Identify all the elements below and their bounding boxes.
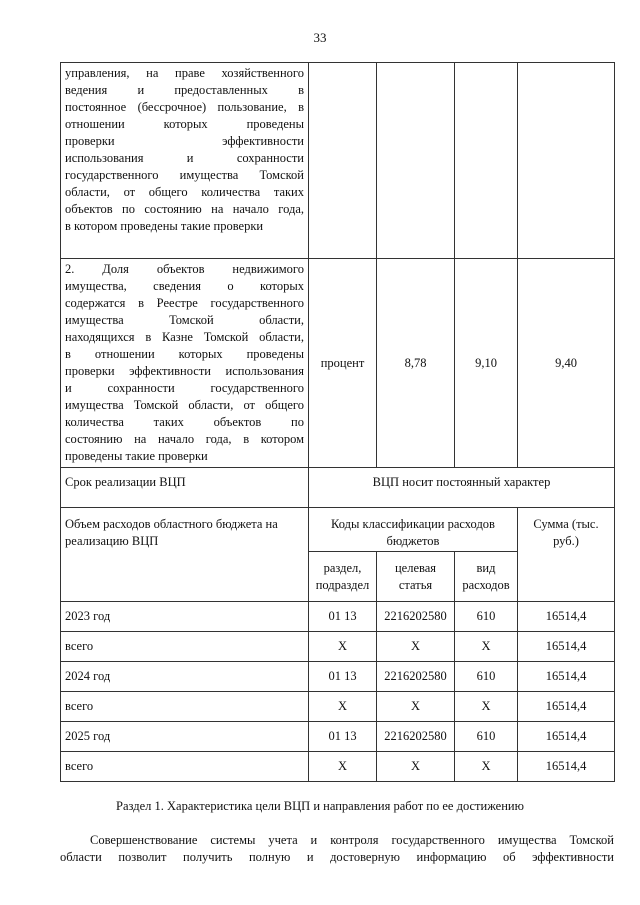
budget-row-kind: 610 [455, 722, 518, 752]
indicator-line: проверки эффективности [65, 134, 304, 148]
budget-row-kind: X [455, 692, 518, 722]
budget-row-kind: X [455, 632, 518, 662]
value-cell-2024 [455, 63, 518, 259]
kind-header: вид расходов [455, 552, 518, 602]
indicator-line: проверки эффективности использования [65, 364, 304, 378]
indicator-line: и сохранности государственного [65, 381, 304, 395]
indicator-line: имущества Томской области, от общего [65, 398, 304, 412]
budget-row-section: 01 13 [309, 602, 377, 632]
term-value: ВЦП носит постоянный характер [309, 468, 615, 508]
indicator-cell [61, 259, 309, 468]
budget-row-label: 2024 год [61, 662, 309, 692]
budget-row [61, 632, 615, 662]
budget-label: Объем расходов областного бюджета на реализацию ВЦП [61, 508, 309, 602]
value-cell-2023: 8,78 [377, 259, 455, 468]
indicator-line: состоянию на начало года, в котором [65, 432, 304, 446]
unit-cell [309, 63, 377, 259]
indicator-line: области, от общего количества таких [65, 185, 304, 199]
paragraph-line: Совершенствование системы учета и контроля государственного имущества Томской [90, 833, 614, 847]
budget-row [61, 662, 615, 692]
indicator-line: проведены такие проверки [65, 449, 208, 463]
budget-row-sum: 16514,4 [518, 662, 615, 692]
indicator-line: имущества Томской области, [65, 313, 304, 327]
budget-row-target: X [377, 692, 455, 722]
value-cell-2023 [377, 63, 455, 259]
budget-row [61, 602, 615, 632]
body-paragraph [60, 832, 614, 866]
unit-cell: процент [309, 259, 377, 468]
budget-row-sum: 16514,4 [518, 602, 615, 632]
indicator-row-2 [61, 259, 615, 468]
indicator-text [65, 261, 304, 465]
budget-row-target: X [377, 632, 455, 662]
indicator-cell [61, 63, 309, 259]
budget-row [61, 752, 615, 782]
indicator-line: ведения и предоставленных в [65, 83, 304, 97]
budget-row [61, 722, 615, 752]
indicator-line: объектов по состоянию на начало года, [65, 202, 304, 216]
budget-row-target: 2216202580 [377, 722, 455, 752]
budget-row-kind: 610 [455, 662, 518, 692]
budget-row [61, 692, 615, 722]
budget-header-row [61, 508, 615, 552]
value-cell-2025: 9,40 [518, 259, 615, 468]
term-label: Срок реализации ВЦП [61, 468, 309, 508]
page-number: 33 [313, 30, 327, 45]
budget-row-sum: 16514,4 [518, 632, 615, 662]
budget-row-label: 2025 год [61, 722, 309, 752]
value-cell-2024: 9,10 [455, 259, 518, 468]
budget-row-kind: X [455, 752, 518, 782]
budget-row-section: X [309, 632, 377, 662]
indicator-line: использования и сохранности [65, 151, 304, 165]
budget-row-sum: 16514,4 [518, 692, 615, 722]
budget-row-target: 2216202580 [377, 662, 455, 692]
budget-row-section: X [309, 752, 377, 782]
indicator-text [65, 65, 304, 235]
section-header: раздел, подраздел [309, 552, 377, 602]
indicator-line: постоянное (бессрочное) пользование, в [65, 100, 304, 114]
target-header: целевая статья [377, 552, 455, 602]
budget-row-label: всего [61, 752, 309, 782]
indicator-row-1 [61, 63, 615, 259]
paragraph-line: области позволит получить полную и достоверную информацию об эффективности [60, 850, 614, 864]
budget-row-target: 2216202580 [377, 602, 455, 632]
budget-row-section: 01 13 [309, 662, 377, 692]
budget-row-section: 01 13 [309, 722, 377, 752]
budget-row-section: X [309, 692, 377, 722]
indicator-line: в котором проведены такие проверки [65, 219, 264, 233]
value-cell-2025 [518, 63, 615, 259]
indicator-line: имущества, сведения о которых [65, 279, 304, 293]
indicator-line: управления, на праве хозяйственного [65, 66, 304, 80]
section-heading: Раздел 1. Характеристика цели ВЦП и направления работ по ее достижению [116, 799, 524, 813]
indicator-line: государственного имущества Томской [65, 168, 304, 182]
indicator-line: в отношении которых проведены [65, 347, 304, 361]
indicator-line: находящихся в Казне Томской области, [65, 330, 304, 344]
indicator-line: содержатся в Реестре государственного [65, 296, 304, 310]
budget-row-sum: 16514,4 [518, 752, 615, 782]
indicator-line: 2. Доля объектов недвижимого [65, 262, 304, 276]
term-row [61, 468, 615, 508]
budget-row-label: всего [61, 632, 309, 662]
budget-row-label: 2023 год [61, 602, 309, 632]
budget-row-label: всего [61, 692, 309, 722]
codes-header: Коды классификации расходов бюджетов [309, 508, 518, 552]
budget-row-kind: 610 [455, 602, 518, 632]
indicator-line: отношении которых проведены [65, 117, 304, 131]
indicator-line: количества таких объектов по [65, 415, 304, 429]
budget-row-target: X [377, 752, 455, 782]
budget-row-sum: 16514,4 [518, 722, 615, 752]
program-table [60, 62, 615, 782]
sum-header: Сумма (тыс. руб.) [518, 508, 615, 602]
